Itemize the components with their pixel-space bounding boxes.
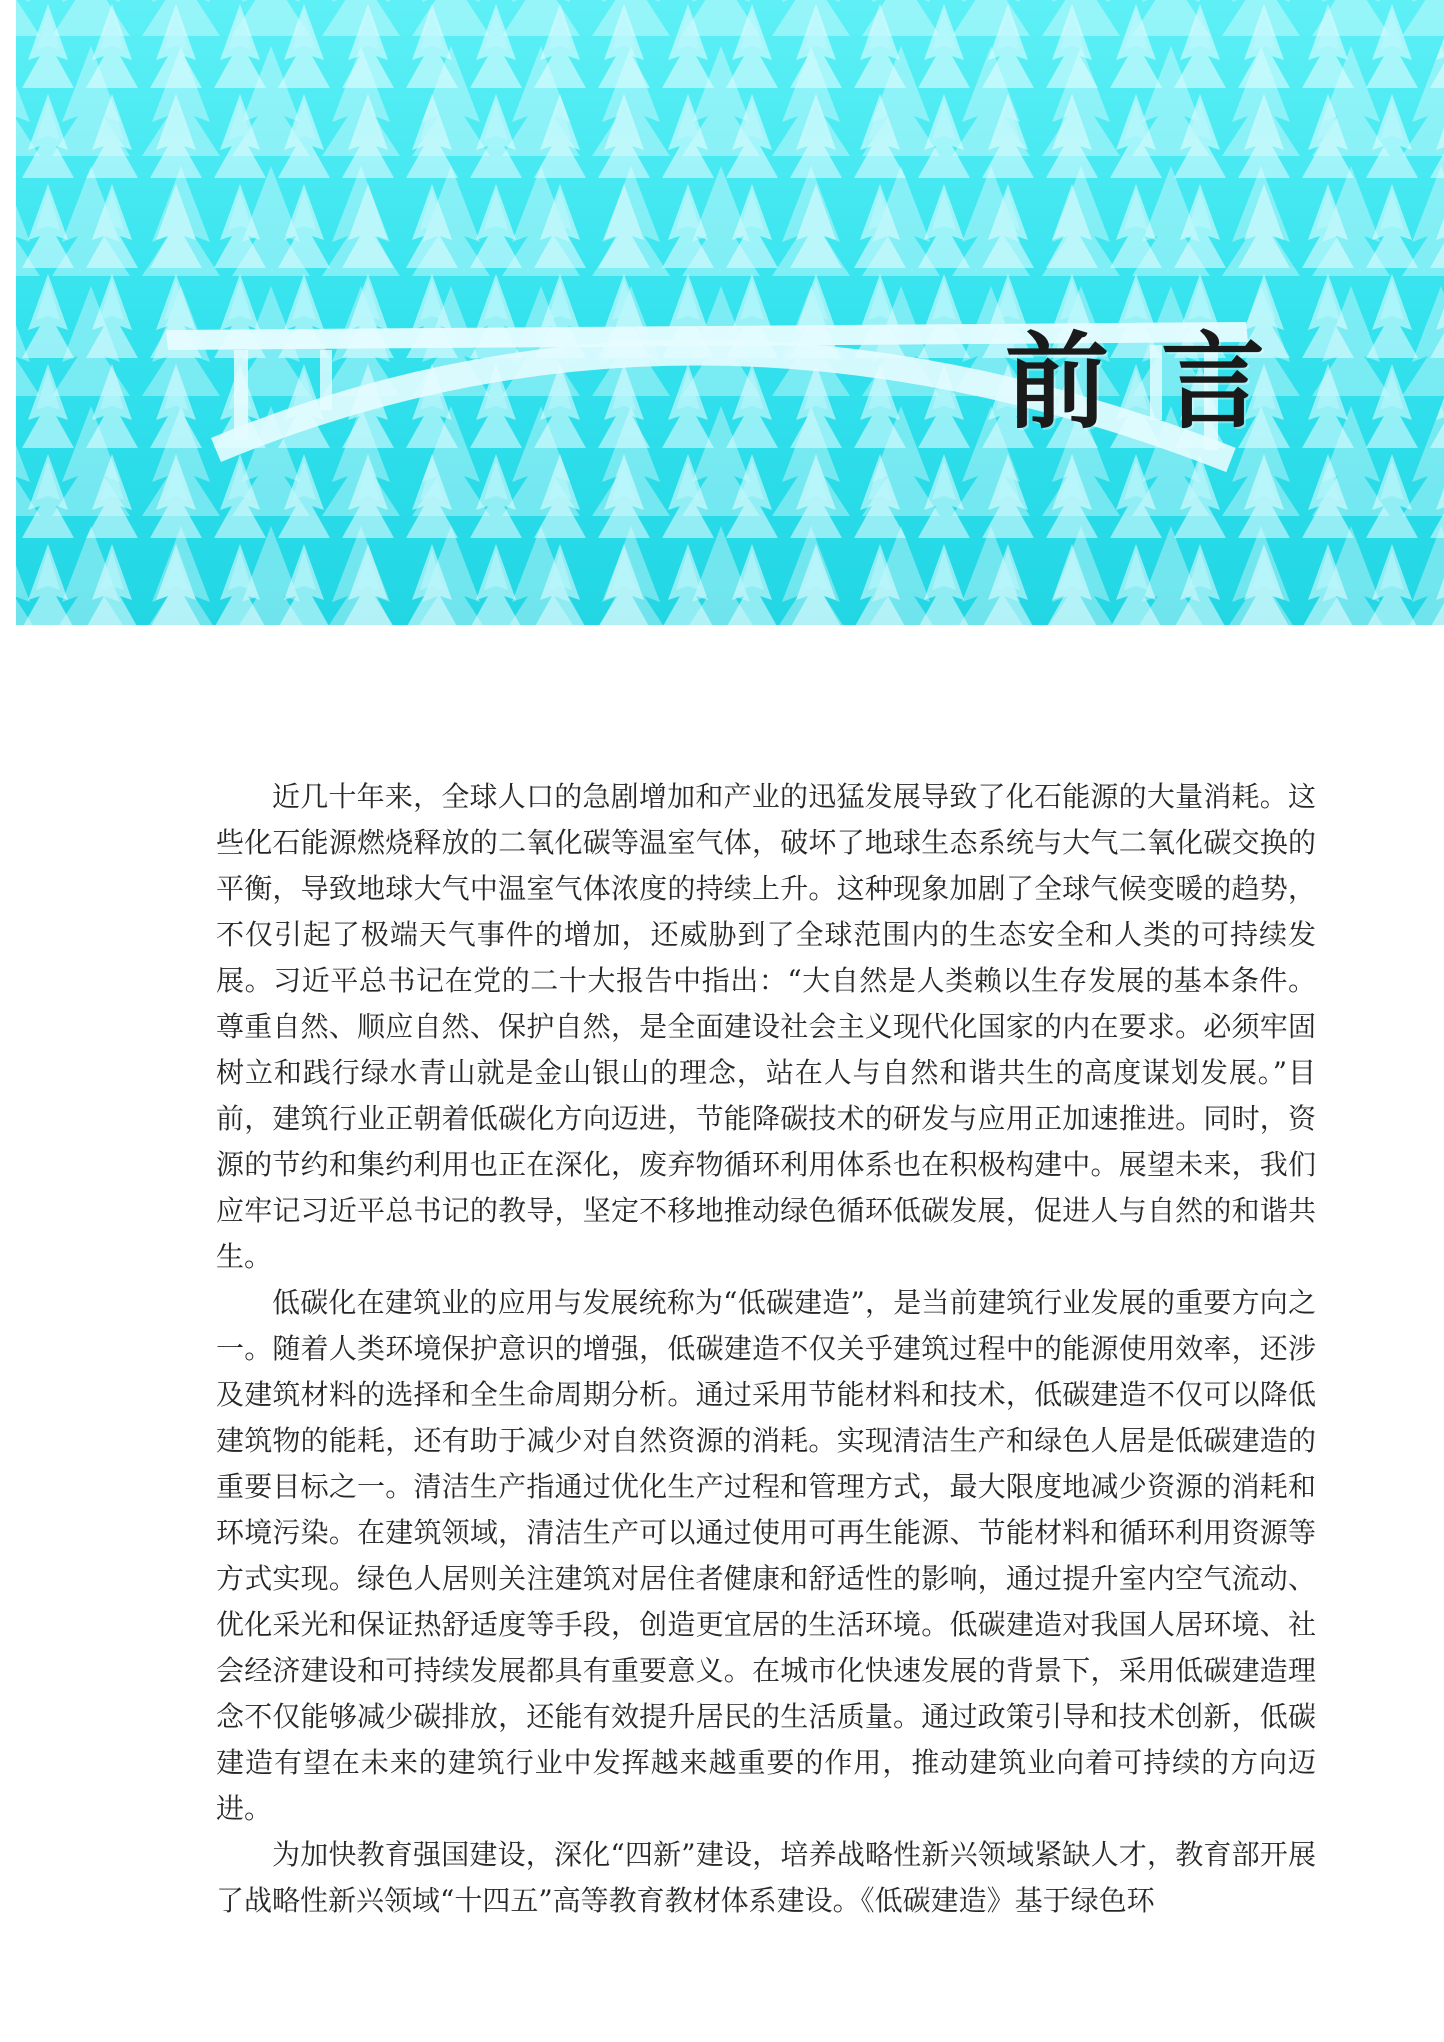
paragraph: 近几十年来，全球人口的急剧增加和产业的迅猛发展导致了化石能源的大量消耗。这些化石能源燃烧释放的二氧化碳等温室气体，破坏了地球生态系统与大气二氧化碳交换的平衡，导致地球大气中温室气体浓度的持续上升。这种现象加剧了全球气候变暖的趋势，不仅引起了极端天气事件的增加，还威胁到了全球范围内的生态安全和人类的可持续发展。习近平总书记在党的二十大报告中指出：“大自然是人类赖以生存发展的基本条件。尊重自然、顺应自然、保护自然，是全面建设社会主义现代化国家的内在要求。必须牢固树立和践行绿水青山就是金山银山的理念，站在人与自然和谐共生的高度谋划发展。”目前，建筑行业正朝着低碳化方向迈进，节能降碳技术的研发与应用正加速推进。同时，资源的节约和集约利用也正在深化，废弃物循环利用体系也在积极构建中。展望未来，我们应牢记习近平总书记的教导，坚定不移地推动绿色循环低碳发展，促进人与自然的和谐共生。 (216, 780, 1316, 1273)
forest-bridge-image (16, 0, 1444, 625)
preface-body (216, 774, 1316, 1924)
paragraph: 低碳化在建筑业的应用与发展统称为“低碳建造”，是当前建筑行业发展的重要方向之一。随着人类环境保护意识的增强，低碳建造不仅关乎建筑过程中的能源使用效率，还涉及建筑材料的选择和全生命周期分析。通过采用节能材料和技术，低碳建造不仅可以降低建筑物的能耗，还有助于减少对自然资源的消耗。实现清洁生产和绿色人居是低碳建造的重要目标之一。清洁生产指通过优化生产过程和管理方式，最大限度地减少资源的消耗和环境污染。在建筑领域，清洁生产可以通过使用可再生能源、节能材料和循环利用资源等方式实现。绿色人居则关注建筑对居住者健康和舒适性的影响，通过提升室内空气流动、优化采光和保证热舒适度等手段，创造更宜居的生活环境。低碳建造对我国人居环境、社会经济建设和可持续发展都具有重要意义。在城市化快速发展的背景下，采用低碳建造理念不仅能够减少碳排放，还能有效提升居民的生活质量。通过政策引导和技术创新，低碳建造有望在未来的建筑行业中发挥越来越重要的作用，推动建筑业向着可持续的方向迈进。 (216, 1286, 1316, 1825)
page-title: 前言 (1005, 321, 1318, 443)
paragraph: 为加快教育强国建设，深化“四新”建设，培养战略性新兴领域紧缺人才，教育部开展了战略性新兴领域“十四五”高等教育教材体系建设。《低碳建造》基于绿色环 (216, 1838, 1316, 1917)
header-banner (16, 0, 1444, 625)
